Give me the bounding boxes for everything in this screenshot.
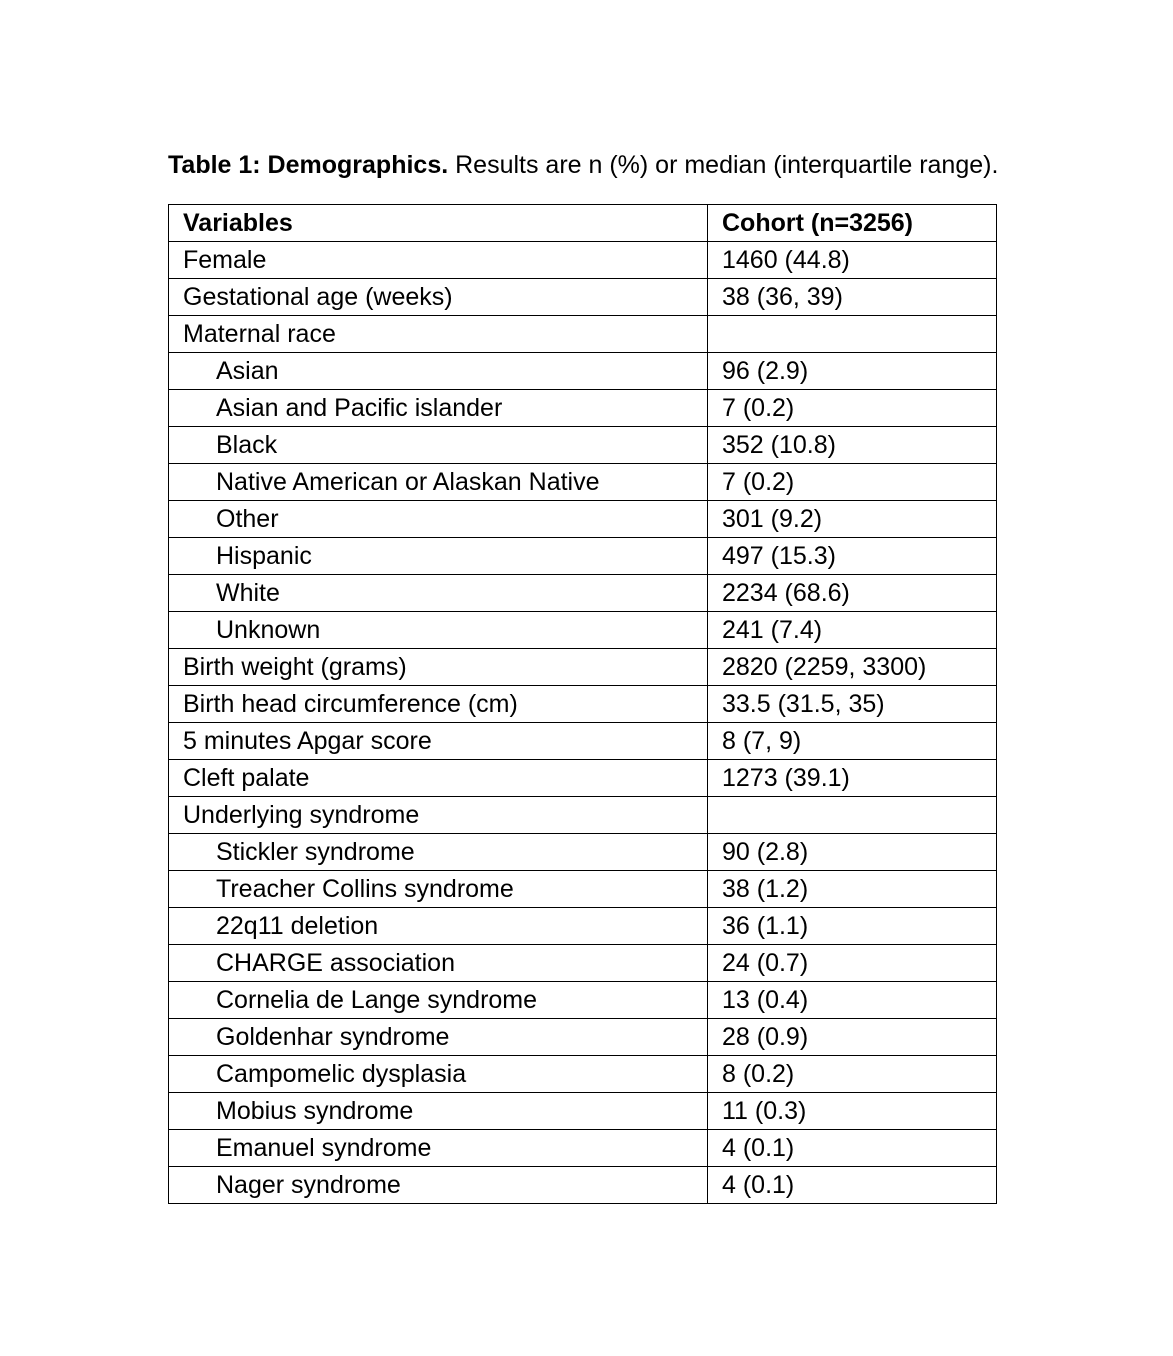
- row-label: Mobius syndrome: [169, 1093, 708, 1130]
- row-label: Native American or Alaskan Native: [169, 464, 708, 501]
- row-label: Emanuel syndrome: [169, 1130, 708, 1167]
- row-label: Underlying syndrome: [169, 797, 708, 834]
- table-row: [169, 353, 997, 390]
- table-row: [169, 1019, 997, 1056]
- row-value: 4 (0.1): [708, 1130, 997, 1167]
- row-value: 241 (7.4): [708, 612, 997, 649]
- table-body: [169, 242, 997, 1204]
- row-label: Gestational age (weeks): [169, 279, 708, 316]
- row-label: Black: [169, 427, 708, 464]
- row-value: 96 (2.9): [708, 353, 997, 390]
- table-caption-text: Results are n (%) or median (interquartile range).: [448, 151, 999, 179]
- table-row: [169, 612, 997, 649]
- table-row: [169, 464, 997, 501]
- table-row: [169, 1093, 997, 1130]
- row-value: 8 (0.2): [708, 1056, 997, 1093]
- table-row: [169, 538, 997, 575]
- table-row: [169, 1056, 997, 1093]
- row-label: Maternal race: [169, 316, 708, 353]
- row-label: Female: [169, 242, 708, 279]
- demographics-table: [168, 204, 997, 1204]
- row-label: Birth weight (grams): [169, 649, 708, 686]
- row-label: Stickler syndrome: [169, 834, 708, 871]
- row-label: 22q11 deletion: [169, 908, 708, 945]
- table-header-row: [169, 205, 997, 242]
- table-row: [169, 834, 997, 871]
- table-row: [169, 279, 997, 316]
- table-row: [169, 908, 997, 945]
- table-row: [169, 316, 997, 353]
- row-value: 1273 (39.1): [708, 760, 997, 797]
- row-value: 2820 (2259, 3300): [708, 649, 997, 686]
- row-value: 24 (0.7): [708, 945, 997, 982]
- row-value: 28 (0.9): [708, 1019, 997, 1056]
- table-row: [169, 797, 997, 834]
- table-row: [169, 723, 997, 760]
- table-row: [169, 760, 997, 797]
- row-value: 352 (10.8): [708, 427, 997, 464]
- row-value: 7 (0.2): [708, 390, 997, 427]
- row-value: 7 (0.2): [708, 464, 997, 501]
- row-value: 4 (0.1): [708, 1167, 997, 1204]
- row-value: 13 (0.4): [708, 982, 997, 1019]
- row-value: 90 (2.8): [708, 834, 997, 871]
- row-label: Nager syndrome: [169, 1167, 708, 1204]
- row-label: Cleft palate: [169, 760, 708, 797]
- table-caption-title: Table 1: Demographics.: [168, 151, 449, 179]
- row-label: Campomelic dysplasia: [169, 1056, 708, 1093]
- table-row: [169, 871, 997, 908]
- row-value: 301 (9.2): [708, 501, 997, 538]
- row-label: CHARGE association: [169, 945, 708, 982]
- row-value: 497 (15.3): [708, 538, 997, 575]
- table-row: [169, 982, 997, 1019]
- row-label: Cornelia de Lange syndrome: [169, 982, 708, 1019]
- row-value: 11 (0.3): [708, 1093, 997, 1130]
- table-row: [169, 686, 997, 723]
- row-label: Birth head circumference (cm): [169, 686, 708, 723]
- table-row: [169, 575, 997, 612]
- table-row: [169, 390, 997, 427]
- row-label: Asian: [169, 353, 708, 390]
- row-label: Other: [169, 501, 708, 538]
- row-label: Asian and Pacific islander: [169, 390, 708, 427]
- column-header-cohort: Cohort (n=3256): [708, 205, 997, 242]
- row-value: 36 (1.1): [708, 908, 997, 945]
- row-label: White: [169, 575, 708, 612]
- column-header-variables: Variables: [169, 205, 708, 242]
- row-label: Hispanic: [169, 538, 708, 575]
- table-row: [169, 649, 997, 686]
- row-value: 1460 (44.8): [708, 242, 997, 279]
- row-label: Treacher Collins syndrome: [169, 871, 708, 908]
- row-value: 38 (36, 39): [708, 279, 997, 316]
- row-value: 2234 (68.6): [708, 575, 997, 612]
- row-label: 5 minutes Apgar score: [169, 723, 708, 760]
- row-value: [708, 797, 997, 834]
- row-label: Goldenhar syndrome: [169, 1019, 708, 1056]
- table-row: [169, 242, 997, 279]
- table-row: [169, 427, 997, 464]
- row-value: 33.5 (31.5, 35): [708, 686, 997, 723]
- table-caption: [168, 148, 998, 182]
- row-value: 8 (7, 9): [708, 723, 997, 760]
- row-value: 38 (1.2): [708, 871, 997, 908]
- table-row: [169, 1167, 997, 1204]
- table-row: [169, 501, 997, 538]
- table-row: [169, 945, 997, 982]
- row-label: Unknown: [169, 612, 708, 649]
- table-row: [169, 1130, 997, 1167]
- row-value: [708, 316, 997, 353]
